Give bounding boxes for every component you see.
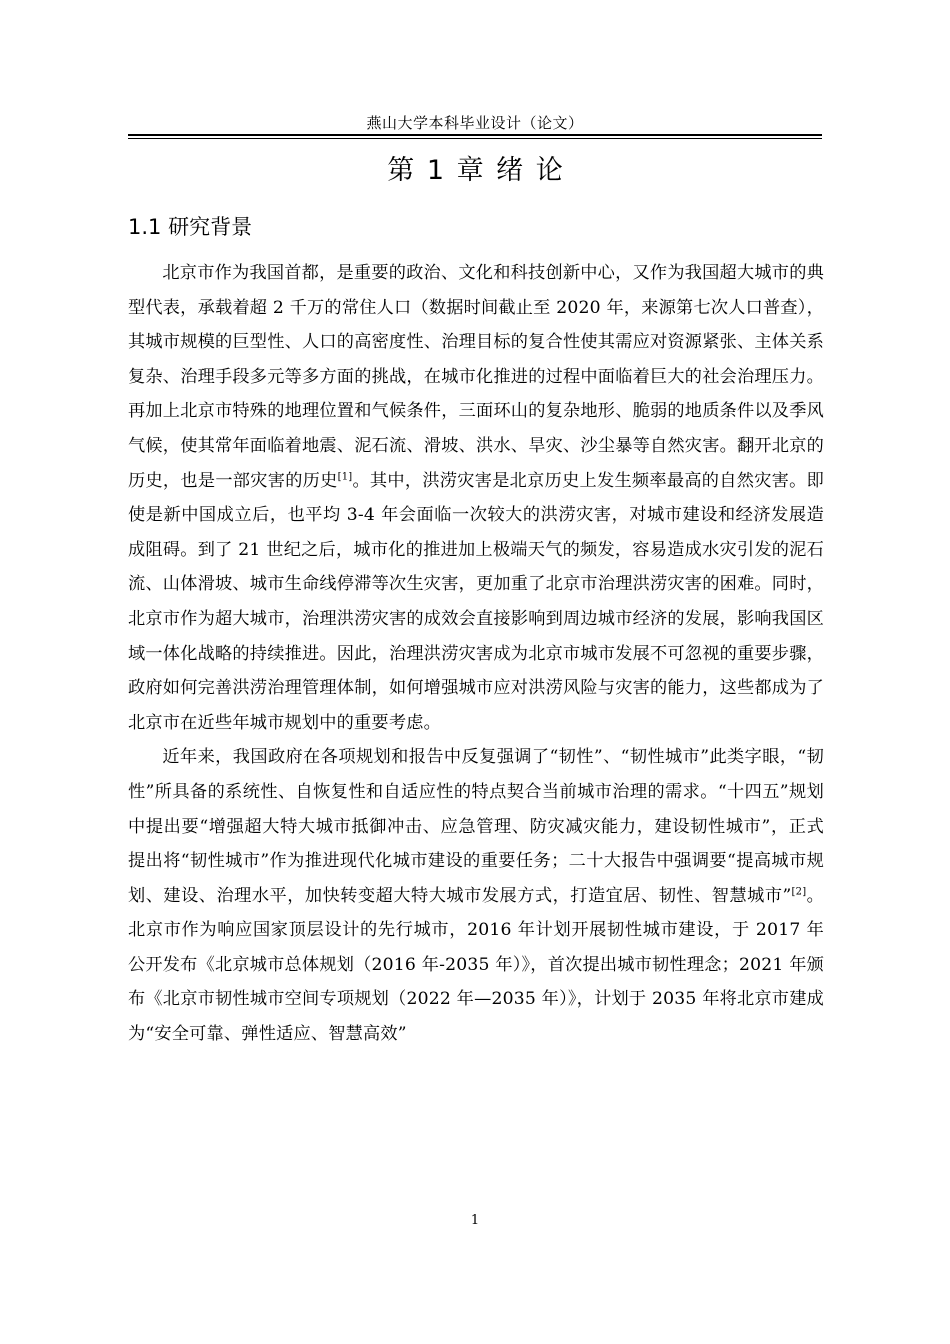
citation-marker: [2] xyxy=(791,885,807,897)
citation-marker: [1] xyxy=(337,470,353,482)
running-header: 燕山大学本科毕业设计（论文） xyxy=(366,114,584,132)
section-title: 1.1 研究背景 xyxy=(128,215,253,239)
paragraph xyxy=(128,740,824,1051)
chapter-title: 第 1 章 绪 论 xyxy=(387,155,563,186)
paragraph-text: 。北京市作为响应国家顶层设计的先行城市，2016 年计划开展韧性城市建设，于 2017 年公开发布《北京城市总体规划（2016 年-2035 年）》，首次提出城市韧性理念；2021 年颁布《北京市韧性城市空间专项规划（2022 年—2035 年）》，计划于 2035 年将北京市建成为“安全可靠、弹性适应、智慧高效” xyxy=(128,885,825,1045)
paragraph-text: 近年来，我国政府在各项规划和报告中反复强调了“韧性”、“韧性城市”此类字眼，“韧性”所具备的系统性、自恢复性和自适应性的特点契合当前城市治理的需求。“十四五”规划中提出要“增强超大特大城市抵御冲击、应急管理、防灾减灾能力，建设韧性城市”，正式提出将“韧性城市”作为推进现代化城市建设的重要任务；二十大报告中强调要“提高城市规划、建设、治理水平，加快转变超大特大城市发展方式，打造宜居、韧性、智慧城市” xyxy=(128,747,824,906)
header-rule-thin xyxy=(128,138,822,139)
paragraph-text: 北京市作为我国首都，是重要的政治、文化和科技创新中心，又作为我国超大城市的典型代表，承载着超 2 千万的常住人口（数据时间截止至 2020 年，来源第七次人口普查），其城市规模的巨型性、人口的高密度性、治理目标的复合性使其需应对资源紧张、主体关系复杂、治理手段多元等多方面的挑战，在城市化推进的过程中面临着巨大的社会治理压力。再加上北京市特殊的地理位置和气候条件，三面环山的复杂地形、脆弱的地质条件以及季风气候，使其常年面临着地震、泥石流、滑坡、洪水、旱灾、沙尘暴等自然灾害。翻开北京的历史，也是一部灾害的历史 xyxy=(128,263,824,491)
page-number: 1 xyxy=(470,1213,480,1228)
paragraph xyxy=(128,256,824,740)
body-text xyxy=(128,256,824,1052)
header-rule-thick xyxy=(128,134,822,136)
paragraph-text: 。其中，洪涝灾害是北京历史上发生频率最高的自然灾害。即使是新中国成立后，也平均 3-4 年会面临一次较大的洪涝灾害，对城市建设和经济发展造成阻碍。到了 21 世纪之后，城市化的推进加上极端天气的频发，容易造成水灾引发的泥石流、山体滑坡、城市生命线停滞等次生灾害，更加重了北京市治理洪涝灾害的困难。同时，北京市作为超大城市，治理洪涝灾害的成效会直接影响到周边城市经济的发展，影响我国区域一体化战略的持续推进。因此，治理洪涝灾害成为北京市城市发展不可忽视的重要步骤，政府如何完善洪涝治理管理体制，如何增强城市应对洪涝风险与灾害的能力，这些都成为了北京市在近些年城市规划中的重要考虑。 xyxy=(128,470,824,733)
